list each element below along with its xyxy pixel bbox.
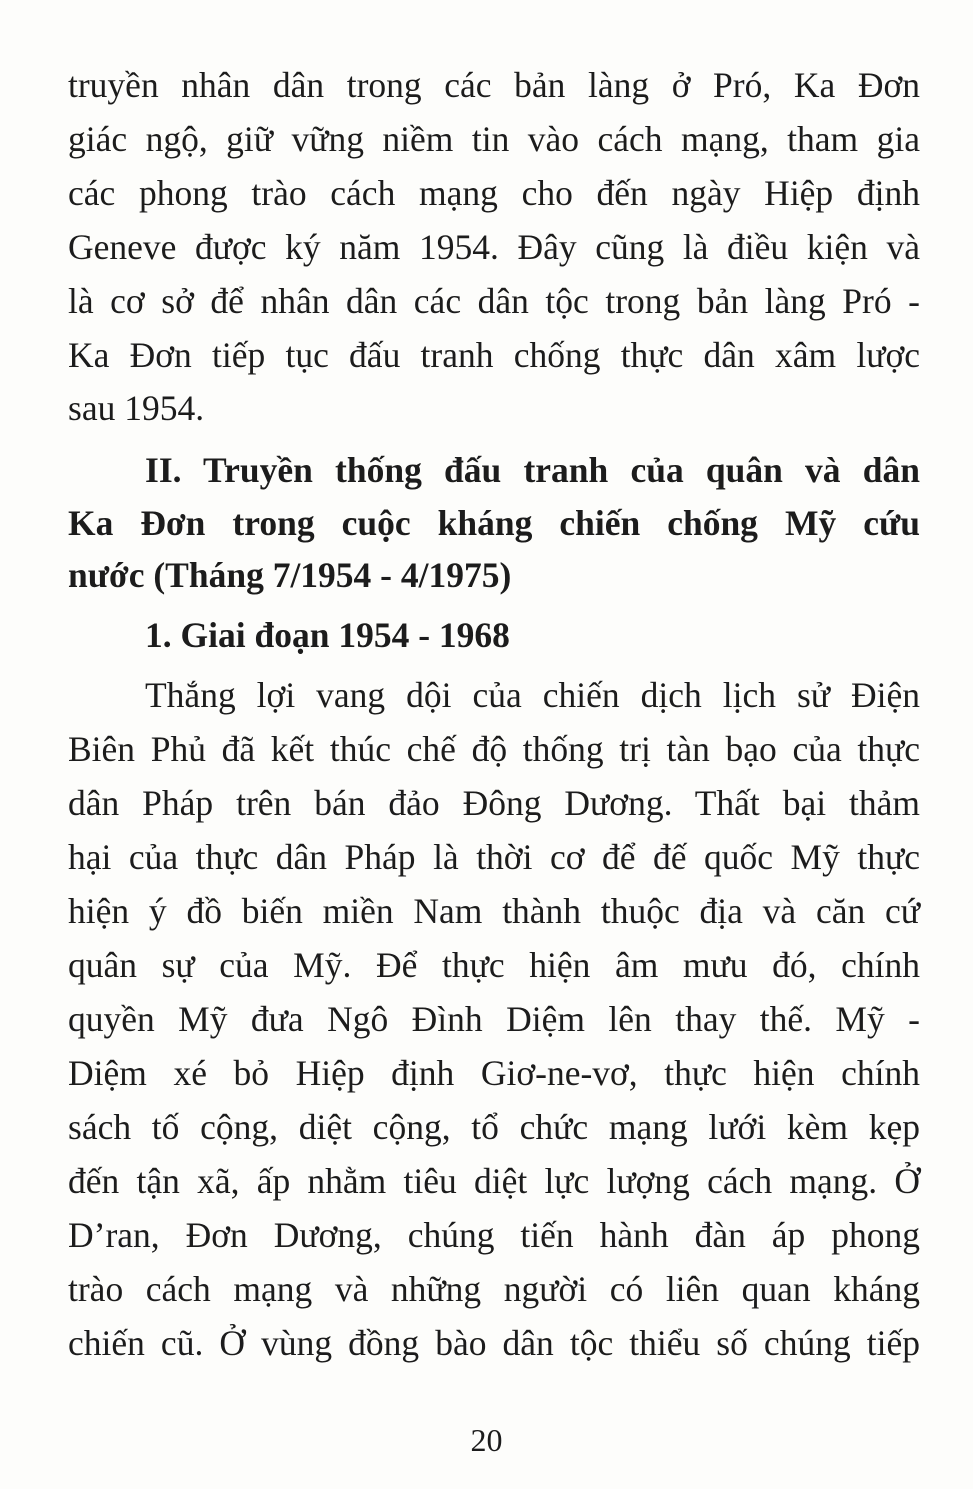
section-heading-line: Ka Đơn trong cuộc kháng chiến chống Mỹ cứu [68, 503, 920, 543]
paragraph-line: đến tận xã, ấp nhằm tiêu diệt lực lượng cách mạng. Ở [68, 1161, 920, 1201]
paragraph-line: quân sự của Mỹ. Để thực hiện âm mưu đó, chính [68, 945, 920, 985]
paragraph-line: chiến cũ. Ở vùng đồng bào dân tộc thiểu số chúng tiếp [68, 1323, 920, 1363]
paragraph-line: hiện ý đồ biến miền Nam thành thuộc địa và căn cứ [68, 891, 920, 931]
paragraph-line: sau 1954. [68, 388, 205, 428]
paragraph-line: hại của thực dân Pháp là thời cơ để đế quốc Mỹ thực [68, 837, 920, 877]
paragraph-line: dân Pháp trên bán đảo Đông Dương. Thất bại thảm [68, 783, 920, 823]
paragraph-line: là cơ sở để nhân dân các dân tộc trong bản làng Pró - [68, 281, 920, 321]
paragraph-line: sách tố cộng, diệt cộng, tổ chức mạng lưới kèm kẹp [68, 1107, 920, 1147]
paragraph-line: Geneve được ký năm 1954. Đây cũng là điều kiện và [68, 227, 920, 267]
paragraph-line: Ka Đơn tiếp tục đấu tranh chống thực dân xâm lược [68, 335, 920, 375]
paragraph-line: quyền Mỹ đưa Ngô Đình Diệm lên thay thế. Mỹ - [68, 999, 920, 1039]
paragraph-line: các phong trào cách mạng cho đến ngày Hiệp định [68, 173, 920, 213]
section-heading-line: nước (Tháng 7/1954 - 4/1975) [68, 555, 512, 595]
paragraph-line: giác ngộ, giữ vững niềm tin vào cách mạng, tham gia [68, 119, 920, 159]
page-number: 20 [470, 1422, 503, 1458]
paragraph-line: Thắng lợi vang dội của chiến dịch lịch sử Điện [145, 675, 920, 715]
subsection-heading: 1. Giai đoạn 1954 - 1968 [145, 615, 510, 655]
paragraph-line: D’ran, Đơn Dương, chúng tiến hành đàn áp phong [68, 1215, 920, 1255]
paragraph-line: truyền nhân dân trong các bản làng ở Pró, Ka Đơn [68, 65, 920, 105]
paragraph-line: Biên Phủ đã kết thúc chế độ thống trị tàn bạo của thực [68, 729, 920, 769]
section-heading-line: II. Truyền thống đấu tranh của quân và dân [145, 450, 920, 490]
paragraph-line: trào cách mạng và những người có liên quan kháng [68, 1269, 920, 1309]
paragraph-line: Diệm xé bỏ Hiệp định Giơ-ne-vơ, thực hiện chính [68, 1053, 920, 1093]
